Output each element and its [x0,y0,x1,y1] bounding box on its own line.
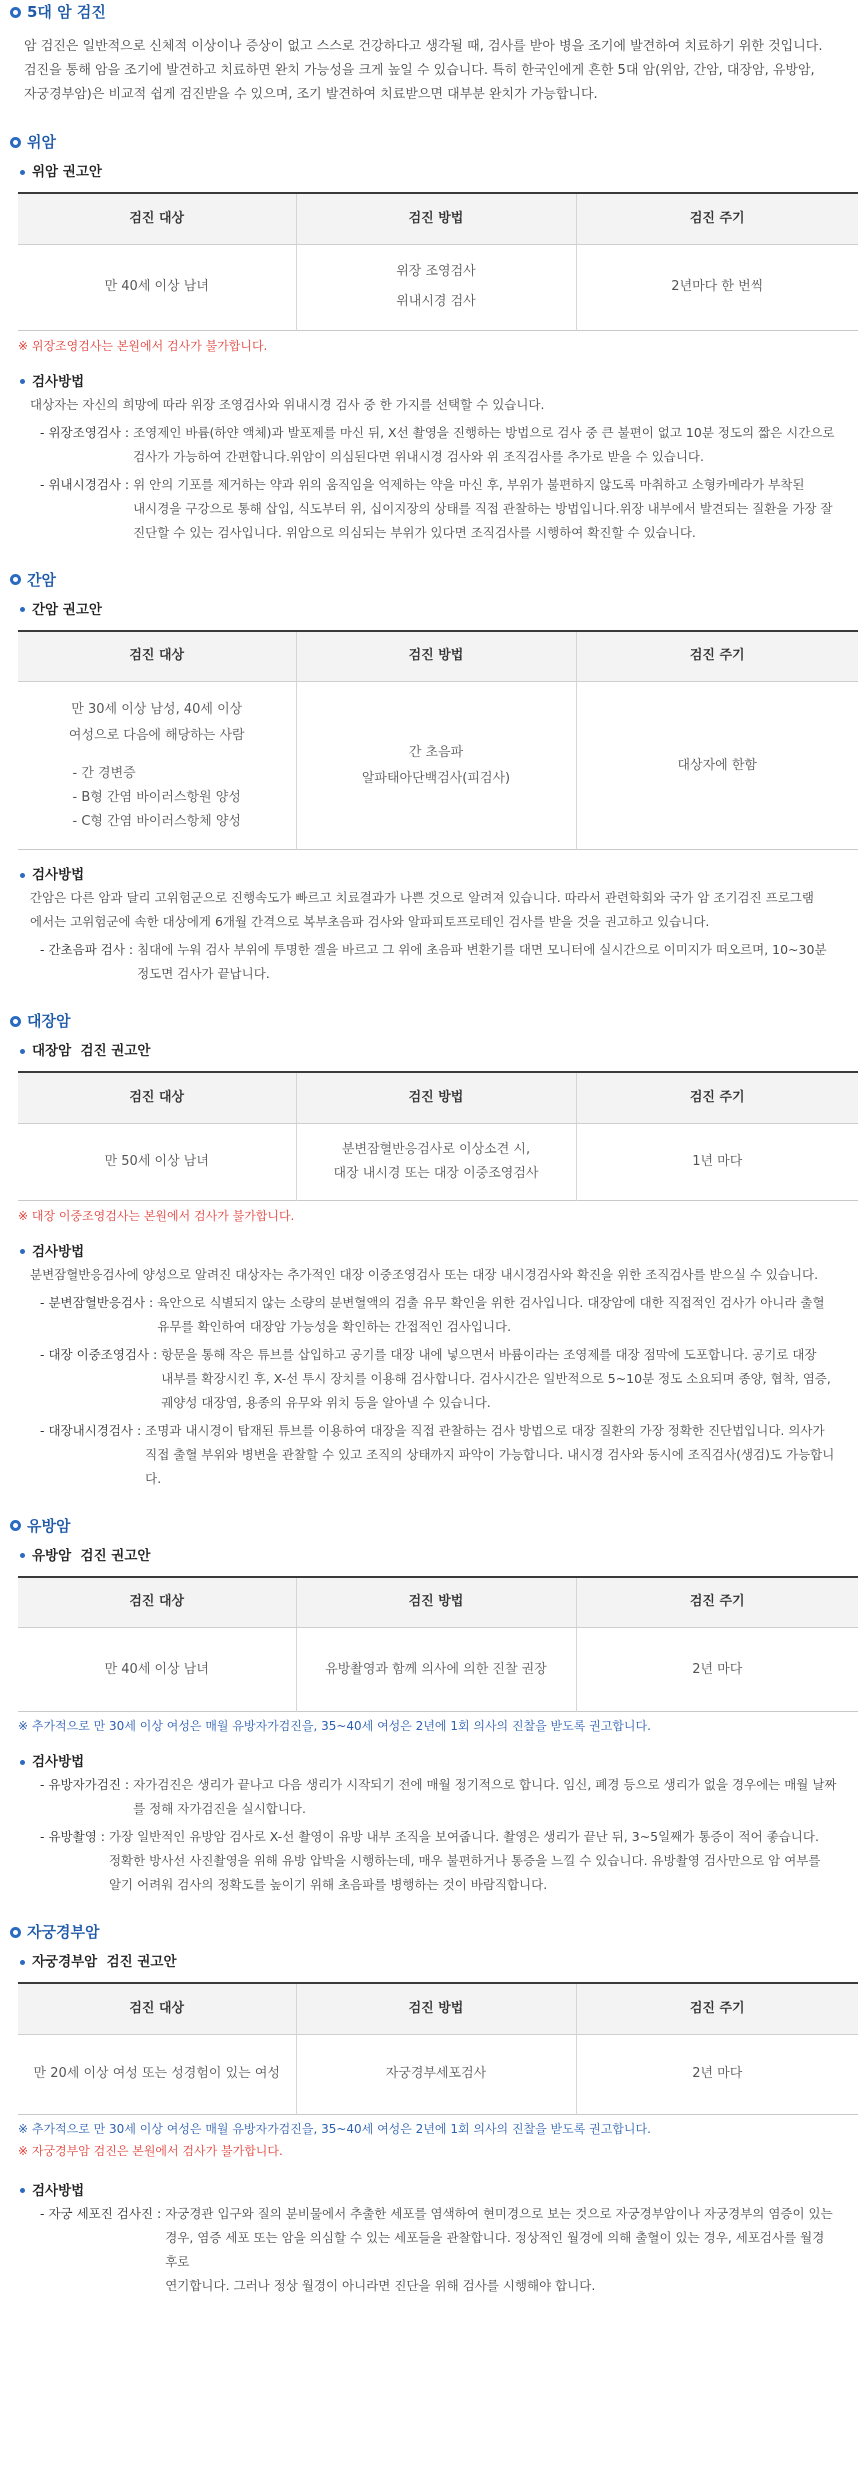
method-item-term: - 간초음파 검사 : [40,942,138,957]
method-heading: 검사방법 [32,1754,85,1770]
note-colon: ※ 대장 이중조영검사는 본원에서 검사가 불가합니다. [18,1208,295,1223]
header-target: 검진 대상 [18,1072,296,1123]
method-line: 대장 내시경 또는 대장 이중조영검사 [333,1165,539,1181]
method-body-stomach [30,393,840,545]
method-intro: 대상자는 자신의 희망에 따라 위장 조영검사와 위내시경 검사 중 한 가지를 선택할 수 있습니다. [30,396,545,412]
header-method: 검진 방법 [296,1577,576,1628]
ring-bullet-icon [10,574,21,585]
guide-title: 유방암 검진 권고안 [32,1547,151,1564]
method-item [40,938,840,986]
method-item-line: 자가검진은 생리가 끝나고 다음 생리가 시작되기 전에 매월 정기적으로 합니다. 임신, 폐경 등으로 생리가 없을 경우에는 매월 날짜 [133,1777,837,1792]
guide-title: 대장암 검진 권고안 [32,1043,151,1059]
section-title: 유방암 [27,1516,71,1535]
method-item-line: 를 정해 자가검진을 실시합니다. [133,1801,306,1816]
method-heading-breast [20,1751,850,1773]
guide-table-colon [18,1071,858,1201]
method-item-line: 궤양성 대장염, 용종의 유무와 위치 등을 알아낼 수 있습니다. [161,1394,491,1410]
method-item-line: 알기 어려워 검사의 정확도를 높이기 위해 초음파를 병행하는 것이 바람직합니다. [108,1877,548,1892]
cell-cycle: 2년 마다 [576,1628,858,1712]
guide-title-breast [20,1545,850,1567]
method-item [40,1419,840,1491]
method-item [40,1773,840,1821]
note-stomach: ※ 위장조영검사는 본원에서 검사가 불가합니다. [18,338,268,353]
method-item-line: 항문을 통해 작은 튜브를 삽입하고 공기를 대장 내에 넣으면서 바륨이라는 조영제를 대장 점막에 도포합니다. 공기로 대장 [161,1346,817,1362]
method-item-line: 유무를 확인하여 대장암 가능성을 확인하는 간접적인 검사입니다. [157,1318,512,1334]
note-cervix-blue: ※ 추가적으로 만 30세 이상 여성은 매월 유방자가검진을, 35~40세 여성은 2년에 1회 의사의 진찰을 받도록 권고합니다. [18,2121,651,2136]
method-item-term: - 유방자가검진 : [40,1777,134,1792]
method-item-term: - 위장조영검사 : [40,424,134,440]
method-item-line: 가장 일반적인 유방암 검사로 X-선 촬영이 유방 내부 조직을 보여줍니다. 촬영은 생리가 끝난 뒤, 3~5일째가 통증이 적어 좋습니다. [108,1829,819,1844]
dot-bullet-icon [20,607,25,612]
target-sub-item: - B형 간염 바이러스항원 양성 [72,789,241,805]
cell-target: 만 40세 이상 남녀 [104,1661,209,1677]
header-target: 검진 대상 [18,193,296,244]
section-title-stomach [10,131,850,153]
method-item-term: - 대장내시경검사 : [40,1422,146,1438]
method-body-cervix [30,2202,840,2298]
guide-title: 위암 권고안 [32,164,102,180]
method-item-line: 진단할 수 있는 검사입니다. 위암으로 의심되는 부위가 있다면 조직검사를 시행하여 확진할 수 있습니다. [133,524,696,540]
method-item [40,2202,840,2298]
method-line: 위장 조영검사 [396,264,476,279]
dot-bullet-icon [20,1960,25,1965]
cell-method: 자궁경부세포검사 [296,2034,576,2114]
section-title-cervix [10,1921,850,1943]
dot-bullet-icon [20,1760,25,1765]
guide-title-colon [20,1040,850,1062]
guide-table-liver [18,630,858,851]
header-target: 검진 대상 [18,1577,296,1628]
guide-table-cervix [18,1982,858,2115]
guide-title-stomach [20,161,850,183]
method-item-line: 육안으로 식별되지 않는 소량의 분변혈액의 검출 유무 확인을 위한 검사입니다. 대장암에 대한 직접적인 검사가 아니라 출혈 [157,1294,825,1310]
method-item [40,1825,840,1897]
method-heading: 검사방법 [32,867,85,883]
header-method: 검진 방법 [296,193,576,244]
method-item-line: 내부를 확장시킨 후, X-선 투시 장치를 이용해 검사합니다. 검사시간은 일반적으로 5~10분 정도 소요되며 종양, 협착, 염증, [161,1370,831,1386]
header-target: 검진 대상 [18,631,296,682]
dot-bullet-icon [20,379,25,384]
method-body-breast [30,1773,840,1897]
cell-cycle: 2년마다 한 번씩 [576,244,858,330]
dot-bullet-icon [20,2188,25,2193]
method-body-liver [30,886,840,986]
method-line: 간 초음파 [408,744,464,760]
note-cervix: ※ 자궁경부암 검진은 본원에서 검사가 불가합니다. [18,2143,283,2158]
section-title-liver [10,569,850,591]
cell-method [296,682,576,850]
method-item [40,1291,840,1339]
method-item-line: 경우, 염증 세포 또는 암을 의심할 수 있는 세포들을 관찰합니다. 정상적인 월경에 의해 출혈이 있는 경우, 세포검사를 월경 후로 [165,2229,825,2269]
method-item-line: 침대에 누워 검사 부위에 투명한 겔을 바르고 그 위에 초음파 변환기를 대면 모니터에 실시간으로 이미지가 떠오르며, 10~30분 [137,942,827,957]
cell-target [18,682,296,850]
method-line: 알파태아단백검사(피검사) [361,770,511,786]
method-item-line: 자궁경관 입구와 질의 분비물에서 추출한 세포를 염색하여 현미경으로 보는 것으로 자궁경부암이나 자궁경부의 염증이 있는 [165,2205,833,2221]
ring-bullet-icon [10,1520,21,1531]
header-method: 검진 방법 [296,631,576,682]
method-intro: 에서는 고위험군에 속한 대상에게 6개월 간격으로 복부초음파 검사와 알파피토프로테인 검사를 받을 것을 권고하고 있습니다. [30,914,710,929]
method-item-line: 직접 출혈 부위와 병변을 관찰할 수 있고 조직의 상태까지 파악이 가능합니다. 내시경 검사와 동시에 조직검사(생검)도 가능합니다. [145,1446,835,1486]
dot-bullet-icon [20,1553,25,1558]
cell-cycle: 대상자에 한함 [576,682,858,850]
method-item-term: - 유방촬영 : [40,1829,109,1844]
method-intro: 분변잠혈반응검사에 양성으로 알려진 대상자는 추가적인 대장 이중조영검사 또는 대장 내시경검사와 확진을 위한 조직검사를 받으실 수 있습니다. [30,1266,819,1282]
cell-target: 만 50세 이상 남녀 [104,1153,209,1169]
cell-method: 유방촬영과 함께 의사에 의한 진찰 권장 [296,1628,576,1712]
cell-target: 만 40세 이상 남녀 [104,279,209,294]
page-title: 5대 암 검진 [27,3,106,21]
method-item-line: 내시경을 구강으로 통해 삽입, 식도부터 위, 십이지장의 상태를 직접 관찰하는 방법입니다.위장 내부에서 발견되는 질환을 가장 잘 [133,500,833,516]
target-sub-item: - 간 경변증 [72,765,136,781]
ring-bullet-icon [10,1016,21,1027]
intro-line: 검진을 통해 암을 조기에 발견하고 치료하면 완치 가능성을 크게 높일 수 있습니다. 특히 한국인에게 흔한 5대 암(위암, 간암, 대장암, 유방암, [24,63,815,78]
cell-method [296,244,576,330]
method-item [40,1343,840,1415]
method-heading-stomach [20,371,850,393]
dot-bullet-icon [20,170,25,175]
dot-bullet-icon [20,1249,25,1254]
guide-table-stomach [18,192,858,331]
method-heading: 검사방법 [32,1243,85,1260]
ring-bullet-icon [10,137,21,148]
method-heading-colon [20,1241,850,1263]
guide-title-cervix [20,1951,850,1973]
cell-target: 만 20세 이상 여성 또는 성경험이 있는 여성 [33,2066,280,2081]
method-line: 위내시경 검사 [396,294,476,309]
method-item-line: 조명과 내시경이 탑재된 튜브를 이용하여 대장을 직접 관찰하는 검사 방법으로 대장 질환의 가장 정확한 진단법입니다. 의사가 [145,1422,825,1438]
method-intro: 간암은 다른 암과 달리 고위험군으로 진행속도가 빠르고 치료결과가 나쁜 것으로 알려져 있습니다. 따라서 관련학회와 국가 암 조기검진 프로그램 [30,890,814,905]
guide-title: 간암 권고안 [32,601,102,618]
method-item-line: 정확한 방사선 사진촬영을 위해 유방 압박을 시행하는데, 매우 불편하거나 통증을 느낄 수 있습니다. 유방촬영 검사만으로 암 여부를 [108,1853,821,1868]
section-title: 자궁경부암 [27,1923,100,1941]
dot-bullet-icon [20,1049,25,1054]
section-title: 위암 [27,133,56,151]
note-breast: ※ 추가적으로 만 30세 이상 여성은 매월 유방자가검진을, 35~40세 여성은 2년에 1회 의사의 진찰을 받도록 권고합니다. [18,1719,651,1733]
intro-text [24,35,836,107]
method-item-line: 정도면 검사가 끝납니다. [137,966,270,981]
ring-bullet-icon [10,1927,21,1938]
method-heading-liver [20,864,850,886]
method-item-line: 검사가 가능하여 간편합니다.위암이 의심된다면 위내시경 검사와 위 조직검사를 추가로 받을 수 있습니다. [133,448,704,464]
intro-line: 자궁경부암)은 비교적 쉽게 검진받을 수 있으며, 조기 발견하여 치료받으면 대부분 완치가 가능합니다. [24,87,598,102]
dot-bullet-icon [20,873,25,878]
header-method: 검진 방법 [296,1983,576,2034]
method-item [40,421,840,469]
ring-bullet-icon [10,7,21,18]
cell-cycle: 1년 마다 [576,1123,858,1200]
method-item-term: - 자궁 세포진 검사진 : [40,2205,166,2221]
header-cycle: 검진 주기 [576,631,858,682]
method-heading: 검사방법 [32,2182,85,2199]
method-body-colon [30,1263,840,1491]
method-item-line: 조영제인 바륨(하얀 액체)과 발포제를 마신 뒤, X선 촬영을 진행하는 방법으로 검사 중 큰 불편이 없고 10분 정도의 짧은 시간으로 [133,424,835,440]
target-line: 만 30세 이상 남성, 40세 이상 [71,701,243,717]
header-cycle: 검진 주기 [576,1072,858,1123]
guide-table-breast [18,1576,858,1713]
intro-line: 암 검진은 일반적으로 신체적 이상이나 증상이 없고 스스로 건강하다고 생각될 때, 검사를 받아 병을 조기에 발견하여 치료하기 위한 것입니다. [24,39,823,54]
section-title-breast [10,1515,850,1537]
method-item-term: - 위내시경검사 : [40,476,134,492]
header-cycle: 검진 주기 [576,193,858,244]
method-line: 분변잠혈반응검사로 이상소견 시, [341,1141,531,1157]
header-target: 검진 대상 [18,1983,296,2034]
section-title: 간암 [27,570,56,589]
header-method: 검진 방법 [296,1072,576,1123]
section-title: 대장암 [27,1012,71,1030]
method-item-line: 위 안의 기포를 제거하는 약과 위의 움직임을 억제하는 약을 마신 후, 부위가 불편하지 않도록 마취하고 소형카메라가 부착된 [133,476,805,492]
section-title-colon [10,1010,850,1032]
method-item [40,473,840,545]
page-title-row [10,1,850,23]
method-item-term: - 분변잠혈반응검사 : [40,1294,158,1310]
method-heading-cervix [20,2180,850,2202]
guide-title: 자궁경부암 검진 권고안 [32,1954,177,1970]
target-line: 여성으로 다음에 해당하는 사람 [68,727,245,743]
method-item-term: - 대장 이중조영검사 : [40,1346,162,1362]
guide-title-liver [20,599,850,621]
header-cycle: 검진 주기 [576,1983,858,2034]
method-heading: 검사방법 [32,373,85,390]
cell-method [296,1123,576,1200]
target-sub-item: - C형 간염 바이러스항체 양성 [72,813,241,829]
header-cycle: 검진 주기 [576,1577,858,1628]
method-item-line: 연기합니다. 그러나 정상 월경이 아니라면 진단을 위해 검사를 시행해야 합니다. [165,2277,596,2293]
cell-cycle: 2년 마다 [576,2034,858,2114]
